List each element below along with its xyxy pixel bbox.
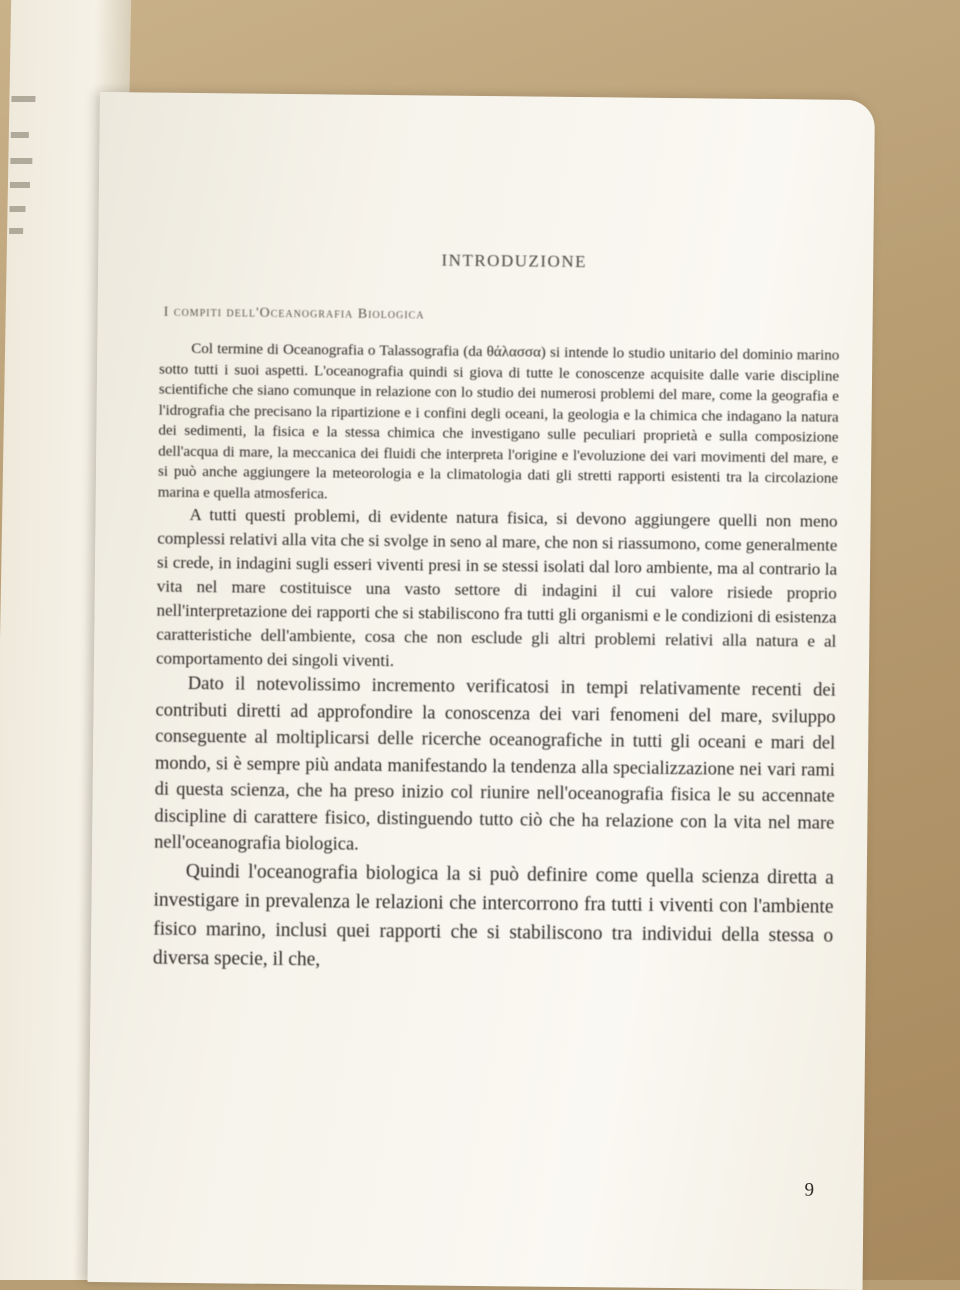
previous-page-text-fragment	[10, 182, 30, 188]
previous-page-text-fragment	[9, 228, 23, 234]
paragraph: Dato il notevolissimo incremento verificatosi in tempi relativamente recenti dei contributi diretti ad approfondire la conoscenza dei vari fenomeni del mare, sviluppo conseguente al moltiplicarsi delle ricerche oceanografiche in tutti gli oceani e mari del mondo, si è sempre più andata manifestando la tendenza alla specializzazione nei vari rami di questa scienza, che ha preso inizio col riunire nell'oceanografia fisica le su accennate discipline di carattere fisico, distinguendo tutto ciò che ha relazione con la vita nel mare nell'oceanografia biologica.	[154, 673, 836, 855]
previous-page-text-fragment	[9, 206, 25, 212]
previous-page-text-fragment	[10, 158, 32, 164]
book-page	[88, 92, 875, 1290]
page-number: 9	[804, 1179, 815, 1201]
previous-page-text-fragment	[11, 132, 29, 138]
paragraph: Col termine di Oceanografia o Talassografia (da θάλασσα) si intende lo studio unitario del dominio marino sotto tutti i suoi aspetti. L'oceanografia quindi si giova di tutte le conoscenze acquisite dalle varie discipline scientifiche che siano comunque in relazione con lo studio dei numerosi problemi del mare, come la geografia e l'idrografia che precisano la ripartizione e i confini degli oceani, la geologia e la chimica che indagano la natura dei sedimenti, la fisica e la stessa chimica che investigano sulle peculiari proprietà e sulla composizione dell'acqua di mare, la meccanica dei fluidi che interpreta l'origine e l'evoluzione dei vari movimenti del mare, e si può anche aggiungere la meteorologia e la climatologia dati gli stretti rapporti esistenti tra la circolazione marina e quella atmosferica.	[157, 340, 840, 502]
paragraph: Quindi l'oceanografia biologica la si può definire come quella scienza diretta a investigare in prevalenza le relazioni che intercorrono fra tutti i viventi con l'ambiente fisico marino, inclusi quei rapporti che si stabiliscono tra individui della stessa o diversa specie, il che,	[152, 860, 834, 970]
paragraph: A tutti questi problemi, di evidente natura fisica, si devono aggiungere quelli non meno complessi relativi alla vita che si svolge in seno al mare, che non si riassumono, come generalmente si crede, in indagini sugli esseri viventi presi in se stessi isolati dal loro ambiente, ma al contrario la vita nel mare costituisce una vasto settore di indagini il cui valore risiede proprio nell'interpretazione dei rapporti che si stabiliscono fra tutti gli organismi e le condizioni di esistenza caratteristiche dell'ambiente, cosa che non esclude gli altri problemi relativi alla natura e al comportamento dei singoli viventi.	[155, 504, 838, 671]
body-text	[153, 339, 840, 980]
previous-page-text-fragment	[11, 96, 35, 102]
section-heading: I compiti dell'Oceanografia Biologica	[163, 304, 425, 323]
chapter-title: INTRODUZIONE	[441, 250, 588, 272]
